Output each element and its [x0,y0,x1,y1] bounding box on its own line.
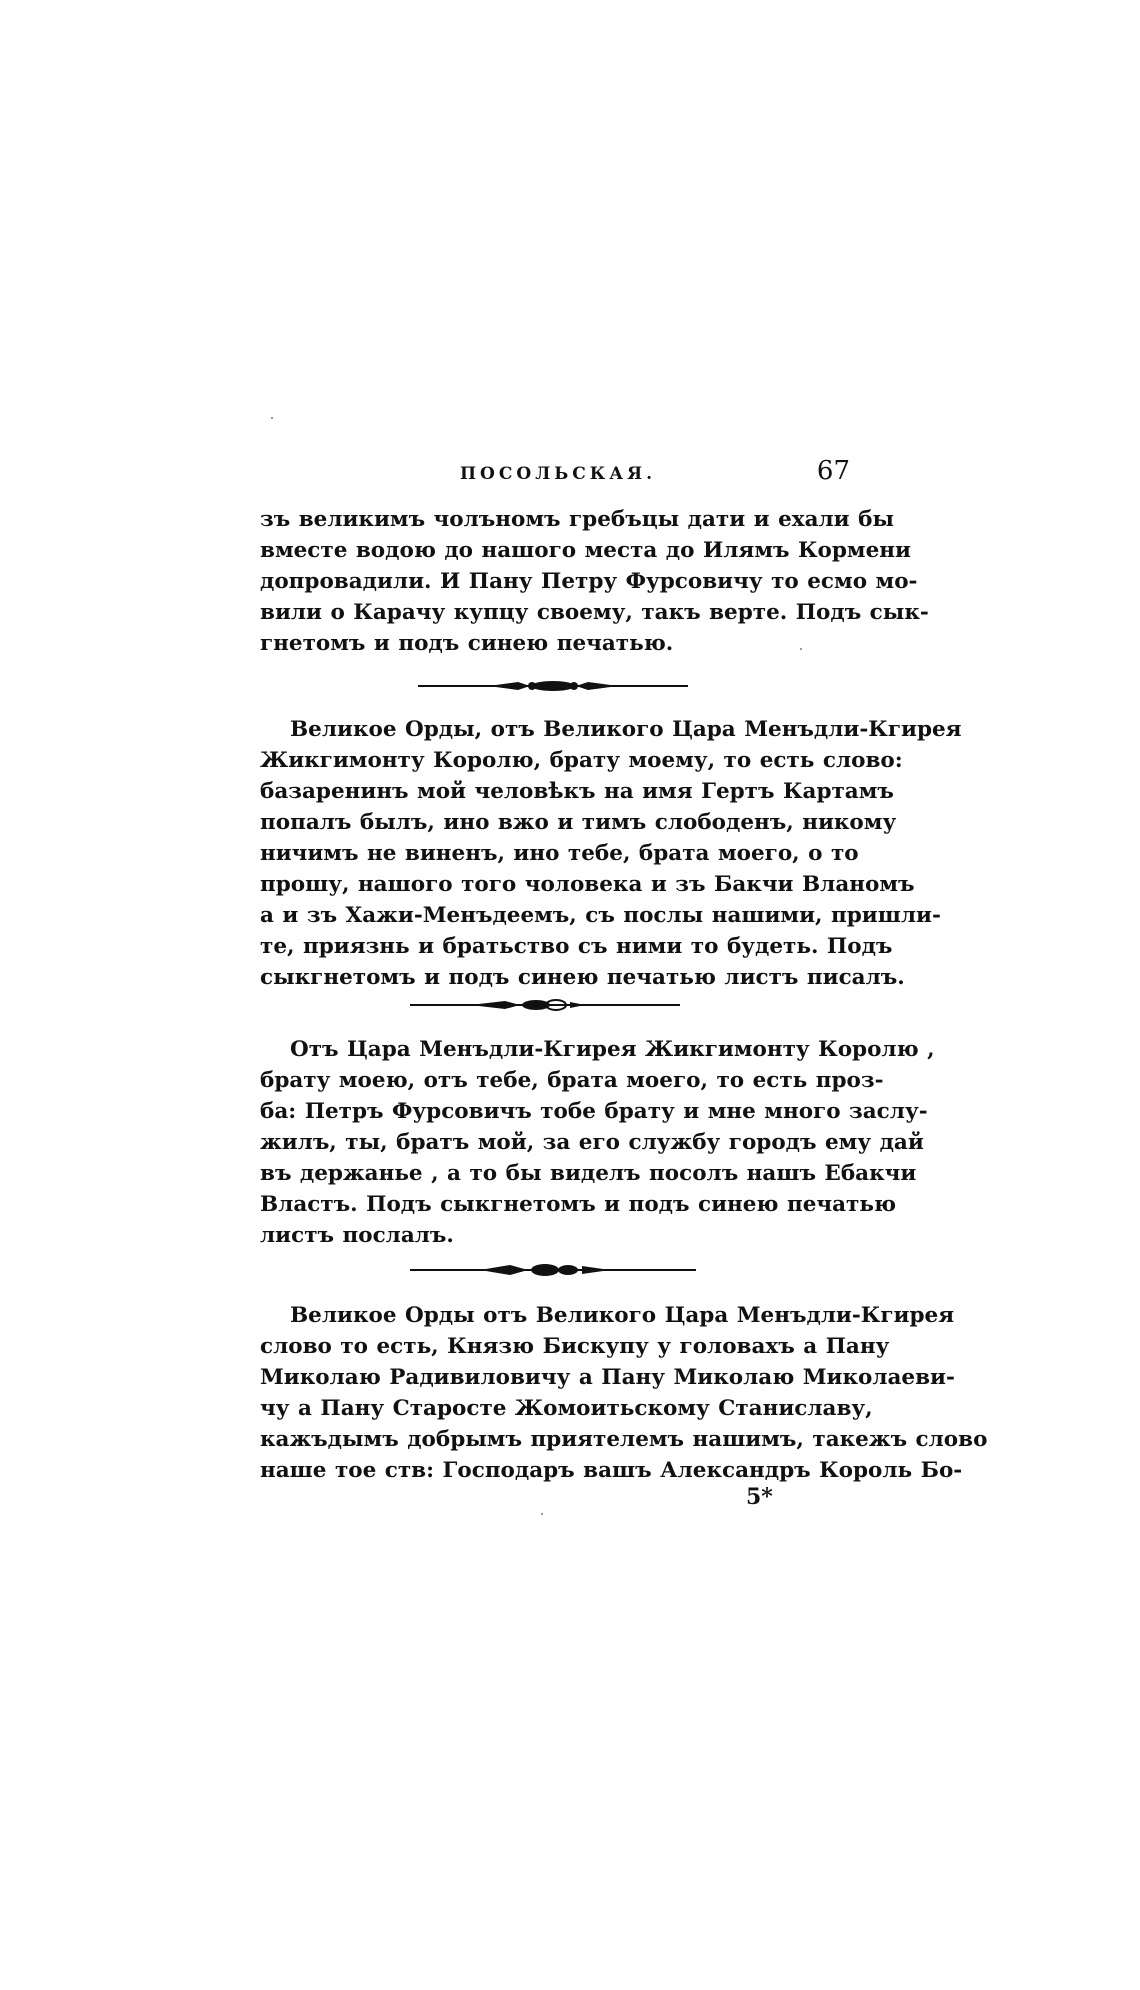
text-line: кажъдымъ добрымъ приятелемъ нашимъ, такежъ слово [260,1427,988,1452]
paper-speck [271,417,273,419]
page-number: 67 [816,456,850,486]
ornament-rule [410,998,680,1012]
text-line: прошу, нашого того чоловека и зъ Бакчи Вланомъ [260,872,915,897]
text-line: Миколаю Радивиловичу а Пану Миколаю Миколаеви- [260,1365,955,1390]
text-line: наше тое ств: Господаръ вашъ Александръ Король Бо- [260,1458,963,1483]
text-line: вместе водою до нашого места до Илямъ Кормени [260,538,911,563]
text-line: вили о Карачу купцу своему, такъ верте. Подъ сык- [260,600,929,625]
text-line: въ держанье , а то бы виделъ посолъ нашъ Ебакчи [260,1161,917,1186]
text-line: ба: Петръ Фурсовичъ тобе брату и мне много заслу- [260,1099,928,1124]
text-line: Отъ Цара Менъдли-Кгирея Жикгимонту Королю , [290,1037,935,1062]
paper-speck [800,648,802,650]
paragraph-3 [260,1034,935,1251]
text-line: ничимъ не виненъ, ино тебе, брата моего, о то [260,841,859,866]
paragraph-2 [260,714,962,993]
text-line: чу а Пану Старосте Жомоитьскому Станиславу, [260,1396,873,1421]
text-line: базаренинъ мой человѣкъ на имя Гертъ Картамъ [260,779,894,804]
ornamental-divider [418,679,688,693]
text-line: попалъ былъ, ино вжо и тимъ слободенъ, никому [260,810,897,835]
text-line: допровадили. И Пану Петру Фурсовичу то есмо мо- [260,569,918,594]
ornamental-divider [410,1263,696,1277]
text-line: гнетомъ и подъ синею печатью. [260,631,674,656]
text-line: брату моею, отъ тебе, брата моего, то есть проз- [260,1068,884,1093]
signature-mark: 5* [746,1484,773,1510]
text-line: листъ послалъ. [260,1223,454,1248]
ornamental-divider [410,998,680,1012]
ornament-rule [410,1263,696,1277]
text-line: те, приязнь и братьство съ ними то будеть. Подъ [260,934,893,959]
text-line: жилъ, ты, братъ мой, за его службу городъ ему дай [260,1130,924,1155]
text-line: Великое Орды отъ Великого Цара Менъдли-Кгирея [290,1303,955,1328]
text-line: сыкгнетомъ и подъ синею печатью листъ писалъ. [260,965,905,990]
running-head [260,456,850,496]
text-line: Жикгимонту Королю, брату моему, то есть слово: [260,748,903,773]
ornament-rule [418,679,688,693]
text-line: а и зъ Хажи-Менъдеемъ, съ послы нашими, пришли- [260,903,941,928]
text-line: Властъ. Подъ сыкгнетомъ и подъ синею печатью [260,1192,897,1217]
paragraph-4 [260,1300,988,1486]
running-title: ПОСОЛЬСКАЯ. [460,464,657,484]
paper-speck [541,1513,543,1515]
text-line: зъ великимъ чолъномъ гребъцы дати и ехали бы [260,507,895,532]
text-line: слово то есть, Князю Бискупу у головахъ а Пану [260,1334,890,1359]
paragraph-1 [260,504,929,659]
text-line: Великое Орды, отъ Великого Цара Менъдли-Кгирея [290,717,962,742]
